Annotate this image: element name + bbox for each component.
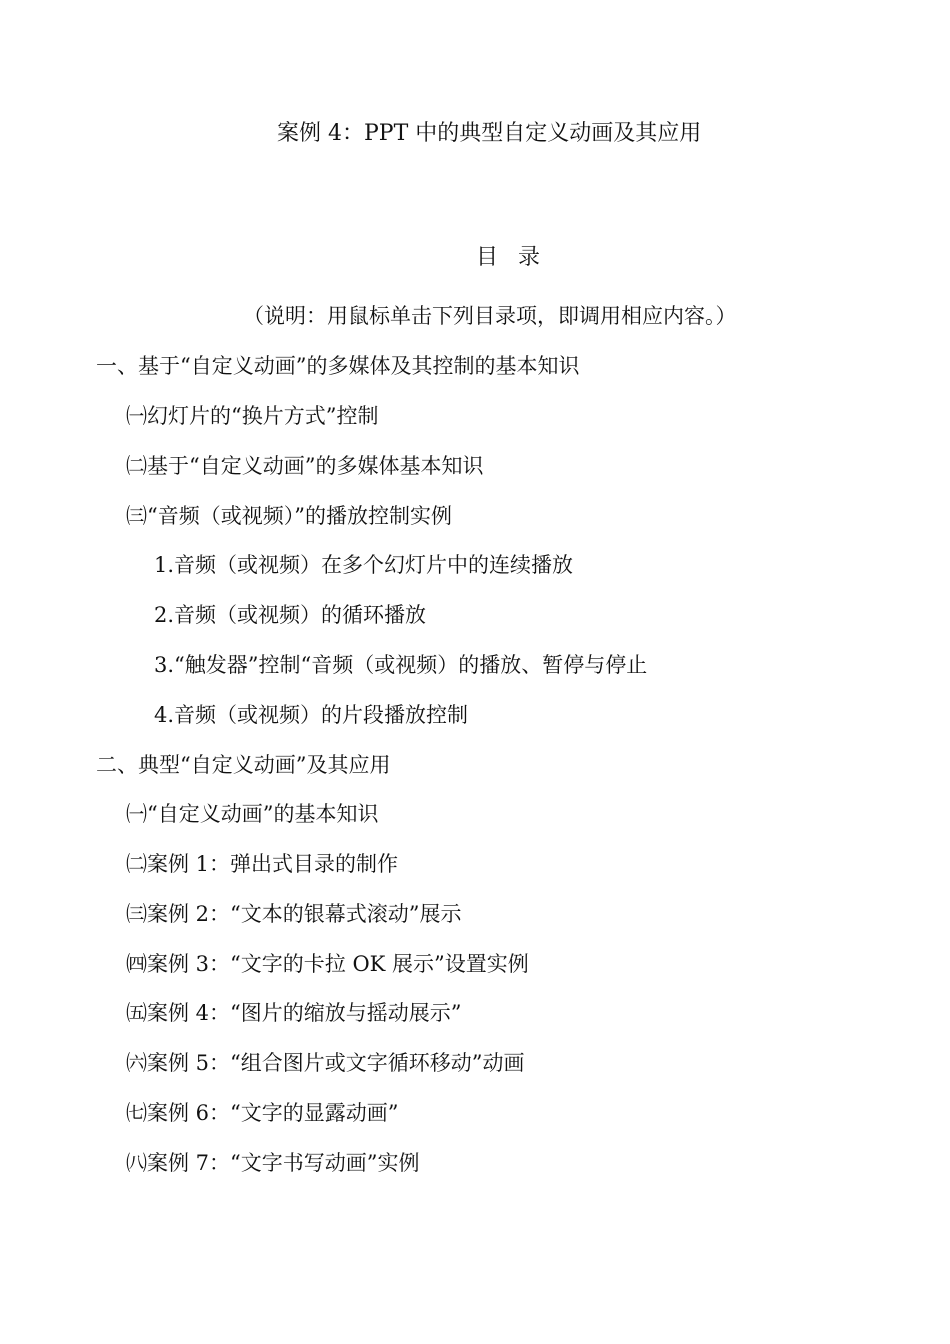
toc-item-2-1[interactable]: ㈠“自定义动画”的基本知识 bbox=[126, 802, 379, 826]
toc-item-2-6[interactable]: ㈥案例 5：“组合图片或文字循环移动”动画 bbox=[126, 1051, 525, 1075]
toc-section-1[interactable]: 一、基于“自定义动画”的多媒体及其控制的基本知识 bbox=[96, 354, 580, 378]
toc-item-2-5[interactable]: ㈤案例 4：“图片的缩放与摇动展示” bbox=[126, 1001, 462, 1025]
toc-note: （说明：用鼠标单击下列目录项，即调用相应内容。） bbox=[243, 304, 737, 328]
toc-subitem-1-3-3[interactable]: 3.“触发器”控制“音频（或视频）的播放、暂停与停止 bbox=[154, 653, 648, 677]
toc-subitem-1-3-4[interactable]: 4.音频（或视频）的片段播放控制 bbox=[154, 703, 469, 727]
toc-subitem-1-3-2[interactable]: 2.音频（或视频）的循环播放 bbox=[154, 603, 427, 627]
toc-item-1-3[interactable]: ㈢“音频（或视频）”的播放控制实例 bbox=[126, 504, 452, 528]
toc-item-2-8[interactable]: ㈧案例 7：“文字书写动画”实例 bbox=[126, 1151, 420, 1175]
toc-item-2-4[interactable]: ㈣案例 3：“文字的卡拉 OK 展示”设置实例 bbox=[126, 952, 529, 976]
toc-item-2-2[interactable]: ㈡案例 1：弹出式目录的制作 bbox=[126, 852, 399, 876]
toc-heading: 目录 bbox=[476, 245, 561, 270]
document-title: 案例 4：PPT 中的典型自定义动画及其应用 bbox=[277, 121, 702, 146]
toc-section-2[interactable]: 二、典型“自定义动画”及其应用 bbox=[96, 753, 391, 777]
toc-item-1-2[interactable]: ㈡基于“自定义动画”的多媒体基本知识 bbox=[126, 454, 484, 478]
toc-item-1-1[interactable]: ㈠幻灯片的“换片方式”控制 bbox=[126, 404, 379, 428]
toc-item-2-3[interactable]: ㈢案例 2：“文本的银幕式滚动”展示 bbox=[126, 902, 462, 926]
toc-subitem-1-3-1[interactable]: 1.音频（或视频）在多个幻灯片中的连续播放 bbox=[154, 553, 574, 577]
toc-item-2-7[interactable]: ㈦案例 6：“文字的显露动画” bbox=[126, 1101, 399, 1125]
